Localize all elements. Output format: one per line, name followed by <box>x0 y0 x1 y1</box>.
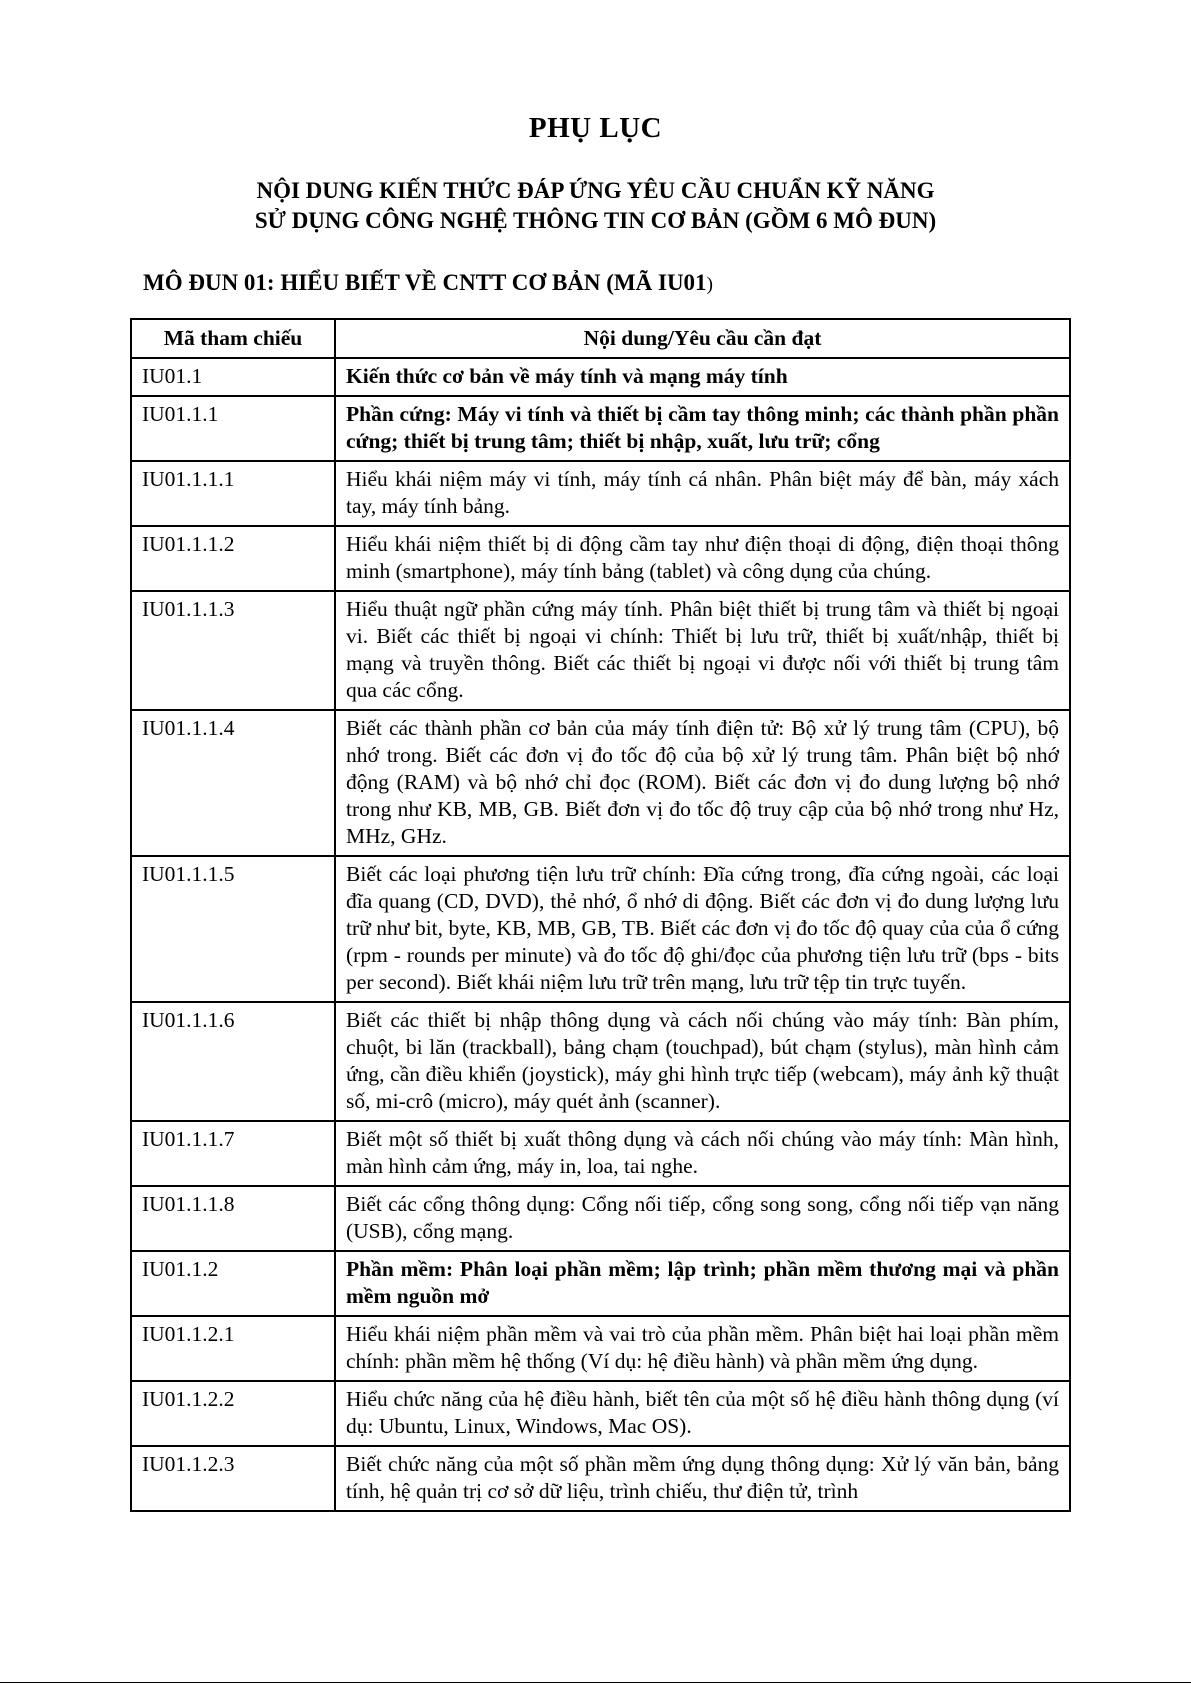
row-text <box>335 1446 1070 1511</box>
row-code: IU01.1.2 <box>131 1251 335 1316</box>
table-row <box>131 591 1070 710</box>
table-row <box>131 396 1070 461</box>
page-title: PHỤ LỤC <box>528 112 663 144</box>
row-code: IU01.1.1.7 <box>131 1121 335 1186</box>
row-code: IU01.1.2.2 <box>131 1381 335 1446</box>
row-code: IU01.1.1.1 <box>131 461 335 526</box>
row-text: Biết một số thiết bị xuất thông dụng và cách nối chúng vào máy tính: Màn hình, màn hình cảm ứng, máy in, loa, tai nghe. <box>335 1121 1070 1186</box>
row-text: Phần mềm: Phân loại phần mềm; lập trình; phần mềm thương mại và phần mềm nguồn mở <box>335 1251 1070 1316</box>
page-bottom-rule <box>0 1682 1191 1683</box>
table-row <box>131 1316 1070 1381</box>
content-table <box>130 318 1071 1512</box>
row-text: Biết các loại phương tiện lưu trữ chính: Đĩa cứng trong, đĩa cứng ngoài, các loại đĩa quang (CD, DVD), thẻ nhớ, ổ nhớ di động. Biết các đơn vị đo dung lượng lưu trữ như bit, byte, KB, MB, GB, TB. Biết các đơn vị đo tốc độ quay của của ổ cứng (rpm - rounds per minute) và đo tốc độ ghi/đọc của phương tiện lưu trữ (bps - bits per second). Biết khái niệm lưu trữ trên mạng, lưu trữ tệp tin trực tuyến. <box>335 856 1070 1002</box>
table-row <box>131 1446 1070 1511</box>
row-code: IU01.1.2.1 <box>131 1316 335 1381</box>
table-row <box>131 1251 1070 1316</box>
table-row <box>131 461 1070 526</box>
row-code: IU01.1.1.6 <box>131 1002 335 1121</box>
row-text-content: Biết chức năng của một số phần mềm ứng dụng thông dụng: Xử lý văn bản, bảng tính, hệ quản trị cơ sở dữ liệu, trình chiếu, thư điện tử, trình <box>346 1452 1059 1503</box>
table-row <box>131 856 1070 1002</box>
row-code: IU01.1.1.8 <box>131 1186 335 1251</box>
table-row <box>131 710 1070 856</box>
row-code: IU01.1.2.3 <box>131 1446 335 1511</box>
table-row <box>131 1121 1070 1186</box>
table-header-row <box>131 319 1070 358</box>
row-text: Hiểu thuật ngữ phần cứng máy tính. Phân biệt thiết bị trung tâm và thiết bị ngoại vi. Biết các thiết bị ngoại vi chính: Thiết bị lưu trữ, thiết bị xuất/nhập, thiết bị mạng và truyền thông. Biết các thiết bị ngoại vi được nối với thiết bị trung tâm qua các cổng. <box>335 591 1070 710</box>
row-text-content: Phần cứng: Máy vi tính và thiết bị cầm tay thông minh; các thành phần phần cứng; thiết bị trung tâm; thiết bị nhập, xuất, lưu trữ; cổng <box>346 402 1059 453</box>
module-heading-close: ) <box>706 274 713 295</box>
table-row <box>131 358 1070 396</box>
row-text: Hiểu khái niệm máy vi tính, máy tính cá nhân. Phân biệt máy để bàn, máy xách tay, máy tính bảng. <box>335 461 1070 526</box>
row-code: IU01.1.1.5 <box>131 856 335 1002</box>
row-text: Hiểu chức năng của hệ điều hành, biết tên của một số hệ điều hành thông dụng (ví dụ: Ubuntu, Linux, Windows, Mac OS). <box>335 1381 1070 1446</box>
table-row <box>131 1381 1070 1446</box>
row-code: IU01.1.1 <box>131 396 335 461</box>
row-text: Hiểu khái niệm phần mềm và vai trò của phần mềm. Phân biệt hai loại phần mềm chính: phần mềm hệ thống (Ví dụ: hệ điều hành) và phần mềm ứng dụng. <box>335 1316 1070 1381</box>
row-text: Biết các cổng thông dụng: Cổng nối tiếp, cổng song song, cổng nối tiếp vạn năng (USB), cổng mạng. <box>335 1186 1070 1251</box>
row-code: IU01.1.1.2 <box>131 526 335 591</box>
module-heading-text: MÔ ĐUN 01: HIỂU BIẾT VỀ CNTT CƠ BẢN (MÃ IU01 <box>143 270 707 295</box>
subtitle-line-1: NỘI DUNG KIẾN THỨC ĐÁP ỨNG YÊU CẦU CHUẨN KỸ NĂNG <box>256 178 935 203</box>
row-text <box>335 396 1070 461</box>
header-content: Nội dung/Yêu cầu cần đạt <box>335 319 1070 358</box>
row-text: Biết các thành phần cơ bản của máy tính điện tử: Bộ xử lý trung tâm (CPU), bộ nhớ trong. Biết các đơn vị đo tốc độ của bộ xử lý trung tâm. Phân biệt bộ nhớ động (RAM) và bộ nhớ chỉ đọc (ROM). Biết các đơn vị đo dung lượng bộ nhớ trong như KB, MB, GB. Biết đơn vị đo tốc độ truy cập của bộ nhớ trong như Hz, MHz, GHz. <box>335 710 1070 856</box>
row-code: IU01.1 <box>131 358 335 396</box>
table-row <box>131 526 1070 591</box>
row-text: Biết các thiết bị nhập thông dụng và cách nối chúng vào máy tính: Bàn phím, chuột, bi lăn (trackball), bảng chạm (touchpad), bút chạm (stylus), màn hình cảm ứng, cần điều khiển (joystick), máy ghi hình trực tiếp (webcam), máy ảnh kỹ thuật số, mi-crô (micro), máy quét ảnh (scanner). <box>335 1002 1070 1121</box>
subtitle-line-2: SỬ DỤNG CÔNG NGHỆ THÔNG TIN CƠ BẢN (GỒM 6 MÔ ĐUN) <box>254 208 937 233</box>
row-text: Hiểu khái niệm thiết bị di động cầm tay như điện thoại di động, điện thoại thông minh (smartphone), máy tính bảng (tablet) và công dụng của chúng. <box>335 526 1070 591</box>
header-reference-code: Mã tham chiếu <box>131 319 335 358</box>
row-code: IU01.1.1.3 <box>131 591 335 710</box>
module-heading <box>143 270 713 296</box>
row-text: Kiến thức cơ bản về máy tính và mạng máy tính <box>335 358 1070 396</box>
table-row <box>131 1186 1070 1251</box>
table-row <box>131 1002 1070 1121</box>
row-code: IU01.1.1.4 <box>131 710 335 856</box>
